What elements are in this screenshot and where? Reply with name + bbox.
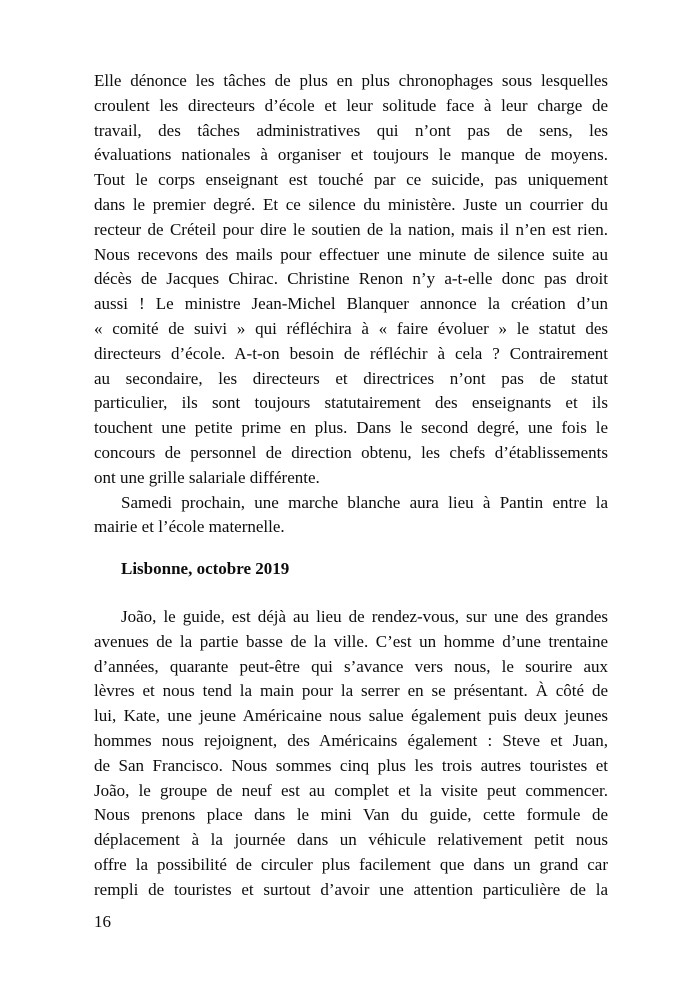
text-line: « comité de suivi » qui réfléchira à « faire évoluer » le statut des [94,318,608,338]
text-line: Nous recevons des mails pour effectuer une minute de silence suite au [94,244,608,264]
text-line: Tout le corps enseignant est touché par ce suicide, pas uniquement [94,170,608,190]
text-line: concours de personnel de direction obtenu, les chefs d’établissements [94,442,608,462]
text-line: lui, Kate, une jeune Américaine nous salue également puis deux jeunes [94,706,608,726]
text-line: directeurs d’école. A-t-on besoin de réfléchir à cela ? Contrairement [94,343,608,363]
section-heading: Lisbonne, octobre 2019 [121,559,290,579]
text-line: particulier, ils sont toujours statutairement des enseignants et ils [94,393,608,413]
text-line: Nous prenons place dans le mini Van du guide, cette formule de [94,805,608,825]
paragraph [94,491,608,541]
text-line: de San Francisco. Nous sommes cinq plus les trois autres touristes et [94,755,608,775]
text-line: touchent une petite prime en plus. Dans le second degré, une fois le [94,418,608,438]
paragraph [94,605,608,903]
text-line: rempli de touristes et surtout d’avoir une attention particulière de la [94,879,608,899]
text-line: d’années, quarante peut-être qui s’avance vers nous, le sourire aux [94,656,608,676]
text-line: dans le premier degré. Et ce silence du ministère. Juste un courrier du [94,194,608,214]
paragraph [94,69,608,491]
text-line: évaluations nationales à organiser et toujours le manque de moyens. [94,145,608,165]
text-line: Samedi prochain, une marche blanche aura lieu à Pantin entre la [121,492,608,512]
text-line: lèvres et nous tend la main pour la serrer en se présentant. À côté de [94,681,608,701]
text-line: mairie et l’école maternelle. [94,517,285,537]
text-line: João, le guide, est déjà au lieu de rendez-vous, sur une des grandes [121,606,608,626]
text-line: travail, des tâches administratives qui n’ont pas de sens, les [94,120,608,140]
page-text [94,69,608,903]
page-number: 16 [94,912,111,931]
text-line: hommes nous rejoignent, des Américains également : Steve et Juan, [94,730,608,750]
text-line: déplacement à la journée dans un véhicule relativement petit nous [94,830,608,850]
text-line: au secondaire, les directeurs et directrices n’ont pas de statut [94,368,608,388]
text-line: aussi ! Le ministre Jean-Michel Blanquer annonce la création d’un [94,294,608,314]
text-line: croulent les directeurs d’école et leur solitude face à leur charge de [94,95,608,115]
text-line: décès de Jacques Chirac. Christine Renon n’y a-t-elle donc pas droit [94,269,608,289]
text-line: Elle dénonce les tâches de plus en plus chronophages sous lesquelles [94,71,608,90]
text-line: avenues de la partie basse de la ville. C’est un homme d’une trentaine [94,631,608,651]
text-line: ont une grille salariale différente. [94,467,320,487]
text-line: João, le groupe de neuf est au complet et la visite peut commencer. [94,780,608,800]
text-line: offre la possibilité de circuler plus facilement que dans un grand car [94,854,608,874]
text-line: recteur de Créteil pour dire le soutien de la nation, mais il n’en est rien. [94,219,608,239]
